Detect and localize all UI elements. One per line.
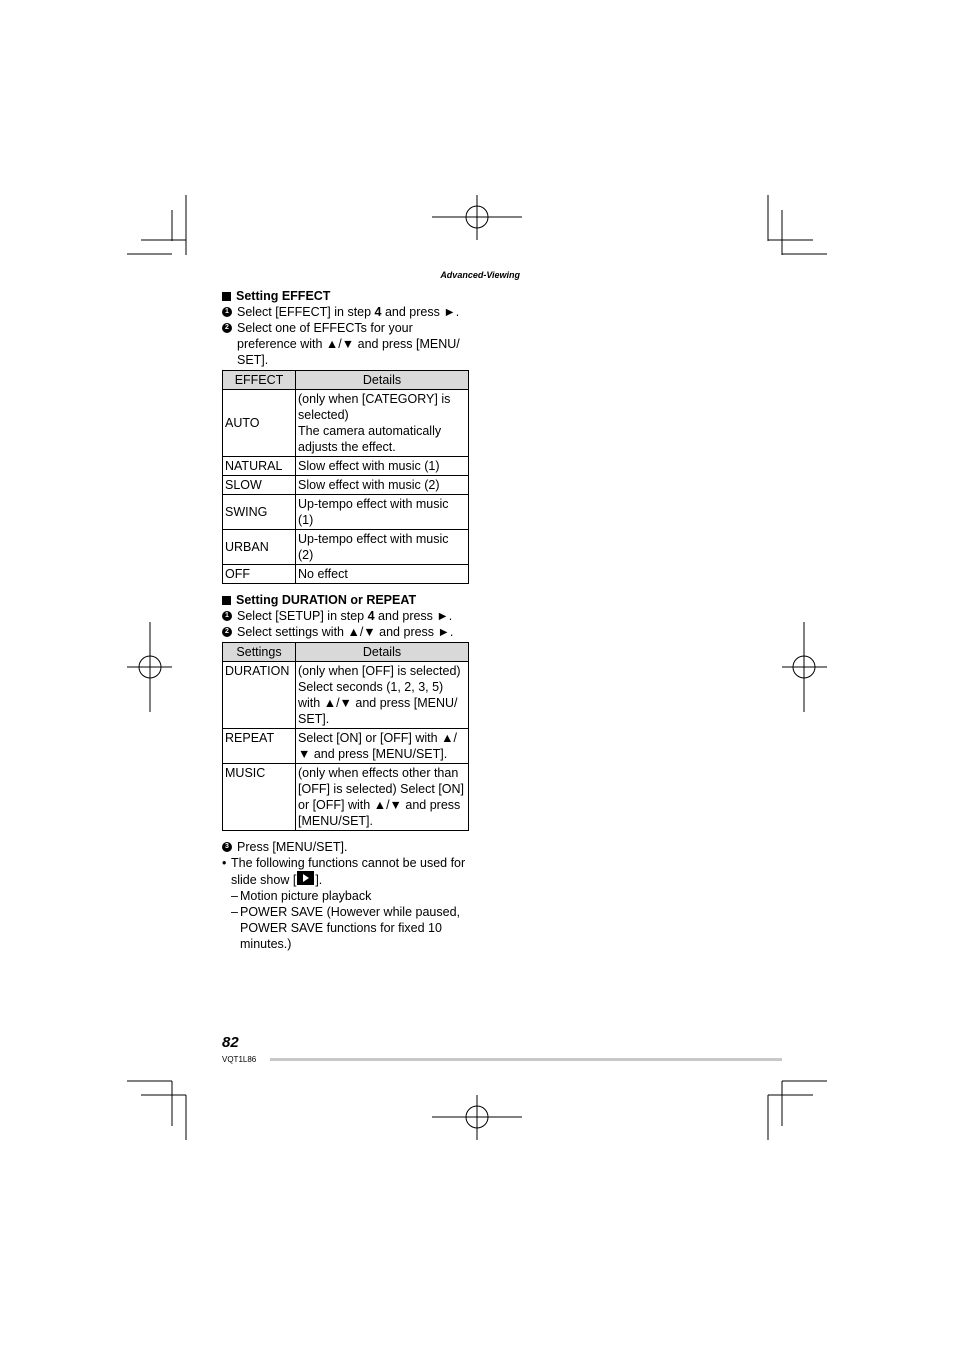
effect-name: AUTO <box>223 390 296 457</box>
duration-step-1-text-after: and press ►. <box>374 609 453 623</box>
effect-heading-text: Setting EFFECT <box>236 289 331 303</box>
effect-name: SLOW <box>223 476 296 495</box>
step-number-1-icon: 1 <box>222 307 232 317</box>
bullet-mark: • <box>222 856 227 870</box>
table-row <box>223 530 469 565</box>
step-number-3-icon: 3 <box>222 842 232 852</box>
table-row <box>223 457 469 476</box>
table-row <box>223 729 469 764</box>
settings-table <box>222 642 469 831</box>
table-header-row <box>223 371 469 390</box>
list-item: – POWER SAVE (However while paused, POWER SAVE functions for fixed 10 minutes.) <box>222 904 472 952</box>
note-text: The following functions cannot be used for slide show [ <box>231 856 466 887</box>
effect-details: (only when [CATEGORY] is selected) <box>298 392 451 422</box>
table-row <box>223 565 469 584</box>
table-row <box>223 390 469 457</box>
step-number-1-icon: 1 <box>222 611 232 621</box>
effect-details: Up-tempo effect with music (1) <box>296 495 469 530</box>
note-sub-item: POWER SAVE (However while paused, POWER SAVE functions for fixed 10 minutes.) <box>240 905 460 951</box>
effect-name: URBAN <box>223 530 296 565</box>
settings-table-header-settings: Settings <box>223 643 296 662</box>
section-label: Advanced-Viewing <box>440 270 520 280</box>
table-row <box>223 764 469 831</box>
settings-table-header-details: Details <box>296 643 469 662</box>
effect-heading <box>222 288 472 304</box>
effect-details: Up-tempo effect with music (2) <box>296 530 469 565</box>
effect-table-header-effect: EFFECT <box>223 371 296 390</box>
main-content <box>222 288 472 952</box>
effect-details-extra: The camera automatically adjusts the effect. <box>298 424 442 454</box>
square-bullet-icon <box>222 292 231 301</box>
note <box>222 855 472 888</box>
setting-details: (only when effects other than [OFF] is selected) Select [ON] or [OFF] with ▲/▼ and press [MENU/SET]. <box>296 764 469 831</box>
effect-details: No effect <box>296 565 469 584</box>
note-sub-item: Motion picture playback <box>240 889 372 903</box>
step-number-2-icon: 2 <box>222 627 232 637</box>
duration-step-2-text: Select settings with ▲/▼ and press ►. <box>237 625 454 639</box>
setting-name: REPEAT <box>223 729 296 764</box>
setting-details: Select [ON] or [OFF] with ▲/▼ and press [MENU/SET]. <box>296 729 469 764</box>
table-row <box>223 476 469 495</box>
table-header-row <box>223 643 469 662</box>
duration-step-1 <box>222 608 472 624</box>
effect-step-1-text-after: and press ►. <box>381 305 460 319</box>
setting-name: MUSIC <box>223 764 296 831</box>
table-row <box>223 495 469 530</box>
duration-heading <box>222 592 472 608</box>
note-text-after: ]. <box>315 873 323 887</box>
footer-rule <box>270 1058 782 1061</box>
effect-table-header-details: Details <box>296 371 469 390</box>
page-number: 82 <box>222 1034 239 1051</box>
effect-details: Slow effect with music (2) <box>296 476 469 495</box>
model-code: VQT1L86 <box>222 1055 257 1064</box>
duration-step-3-text: Press [MENU/SET]. <box>237 840 348 854</box>
step-number-2-icon: 2 <box>222 323 232 333</box>
duration-step-3 <box>222 839 472 855</box>
duration-step-2 <box>222 624 472 640</box>
effect-details: Slow effect with music (1) <box>296 457 469 476</box>
effect-name: SWING <box>223 495 296 530</box>
setting-name: DURATION <box>223 662 296 729</box>
duration-step-1-bold: 4 <box>367 609 375 623</box>
square-bullet-icon <box>222 596 231 605</box>
effect-step-1 <box>222 304 472 320</box>
list-item: – Motion picture playback <box>222 888 472 904</box>
duration-step-1-text: Select [SETUP] in step <box>237 609 368 623</box>
effect-step-1-text: Select [EFFECT] in step <box>237 305 375 319</box>
effect-step-2 <box>222 320 472 368</box>
effect-step-2-text: Select one of EFFECTs for your preference with ▲/▼ and press [MENU/ SET]. <box>237 321 460 367</box>
duration-heading-text: Setting DURATION or REPEAT <box>236 593 417 607</box>
effect-table <box>222 370 469 584</box>
setting-details: (only when [OFF] is selected) Select seconds (1, 2, 3, 5) with ▲/▼ and press [MENU/ SET]. <box>296 662 469 729</box>
table-row <box>223 662 469 729</box>
slideshow-icon <box>297 871 314 885</box>
effect-name: NATURAL <box>223 457 296 476</box>
effect-name: OFF <box>223 565 296 584</box>
effect-step-1-bold: 4 <box>374 305 382 319</box>
